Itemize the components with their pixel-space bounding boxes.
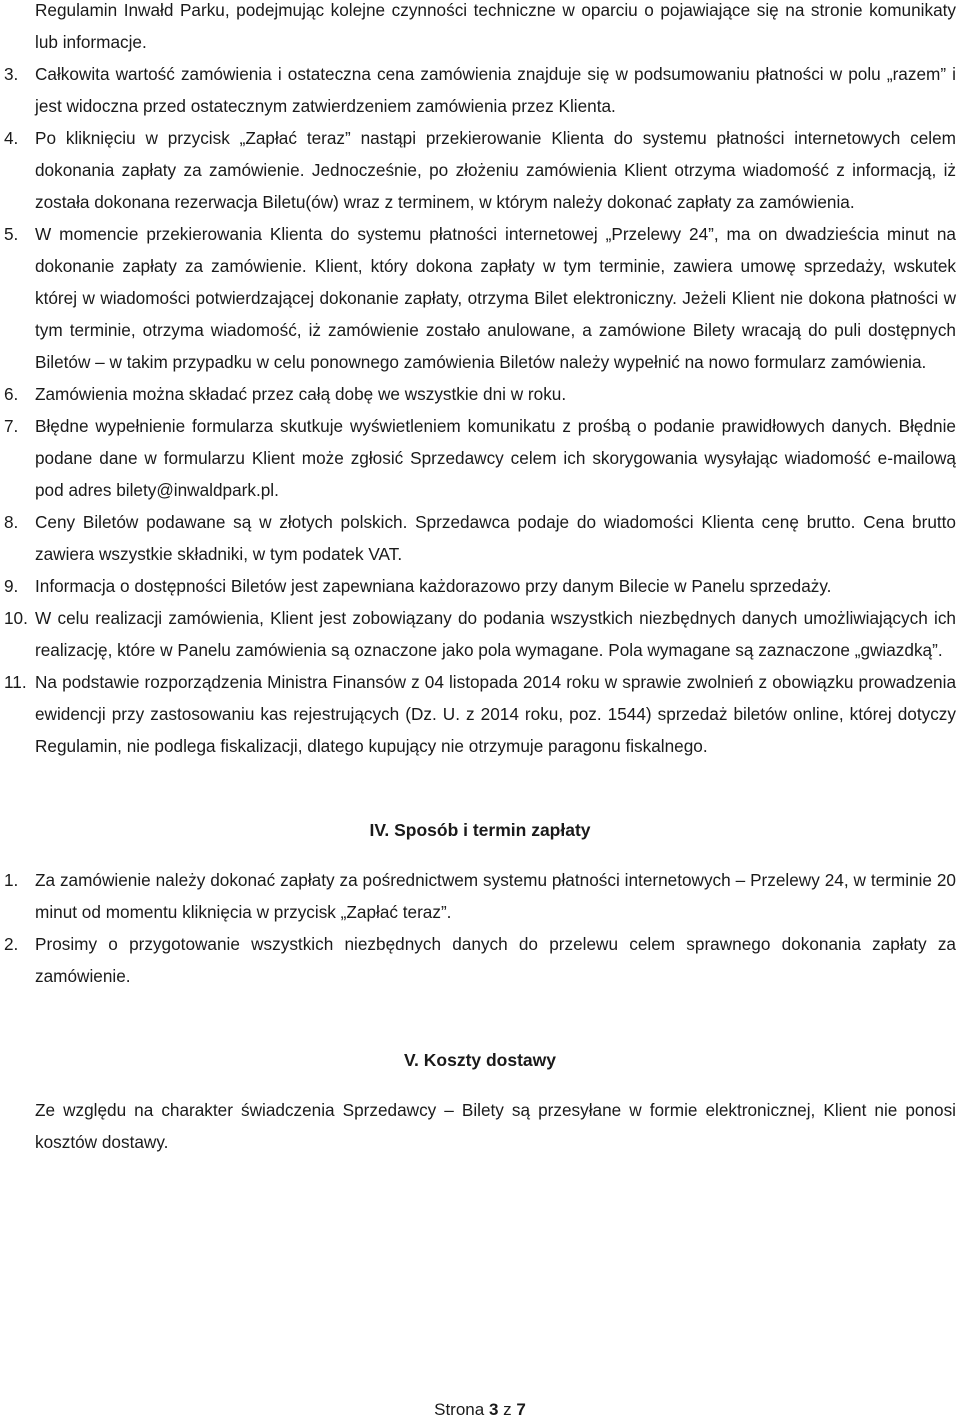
item-text: Po kliknięciu w przycisk „Zapłać teraz” nastąpi przekierowanie Klienta do systemu płatności internetowych celem dokonania zapłaty za zamówienie. Jednocześnie, po złożeniu zamówienia Klient otrzyma wiadomość z informacją, iż została dokonana rezerwacja Biletu(ów) wraz z terminem, w którym należy dokonać zapłaty za zamówienia. [35,128,956,212]
list-item [4,218,956,378]
item-number: 9. [4,576,19,596]
section4-list [4,864,956,992]
item-number: 4. [4,128,19,148]
item-text: Błędne wypełnienie formularza skutkuje wyświetleniem komunikatu z prośbą o podanie prawidłowych danych. Błędnie podane dane w formularzu Klient może zgłosić Sprzedawcy celem ich skorygowania wysyłając wiadomość e-mailową pod adres bilety@inwaldpark.pl. [35,416,956,500]
list-item [4,570,956,602]
item-text: Za zamówienie należy dokonać zapłaty za pośrednictwem systemu płatności internetowych – Przelewy 24, w terminie 20 minut od momentu kliknięcia w przycisk „Zapłać teraz”. [35,870,956,922]
list-item [4,506,956,570]
continuation-text: Regulamin Inwałd Parku, podejmując kolejne czynności techniczne w oparciu o pojawiające się na stronie komunikaty lub informacje. [35,0,956,52]
item-number: 5. [4,224,19,244]
item-number: 1. [4,870,19,890]
item-text: Całkowita wartość zamówienia i ostateczna cena zamówienia znajduje się w podsumowaniu płatności w polu „razem” i jest widoczna przed ostatecznym zatwierdzeniem zamówienia przez Klienta. [35,64,956,116]
list-item [4,864,956,928]
list-item [4,928,956,992]
footer-separator: z [503,1400,512,1419]
item-text: Zamówienia można składać przez całą dobę we wszystkie dni w roku. [35,384,567,404]
list-item [4,410,956,506]
item-number: 10. [4,608,28,628]
item-number: 7. [4,416,19,436]
total-page-number: 7 [516,1400,526,1419]
page-footer [0,1398,960,1422]
item-number: 3. [4,64,19,84]
list-item [4,666,956,762]
list-item [4,378,956,410]
section-heading-delivery: V. Koszty dostawy [403,1050,557,1070]
item-number: 11. [4,672,27,692]
item-text: W momencie przekierowania Klienta do systemu płatności internetowej „Przelewy 24”, ma on dwadzieścia minut na dokonanie zapłaty za zamówienie. Klient, który dokona zapłaty w tym terminie, zawiera umowę sprzedaży, wskutek której w wiadomości potwierdzającej dokonanie zapłaty, otrzyma Bilet elektroniczny. Jeżeli Klient nie dokona płatności w tym terminie, otrzyma wiadomość, iż zamówienie zostało anulowane, a zamówione Bilety wracają do puli dostępnych Biletów – w takim przypadku w celu ponownego zamówienia Biletów należy wypełnić na nowo formularz zamówienia. [35,224,956,372]
item-text: W celu realizacji zamówienia, Klient jest zobowiązany do podania wszystkich niezbędnych danych umożliwiających ich realizację, które w Panelu zamówienia są oznaczone jako pola wymagane. Pola wymagane są zaznaczone „gwiazdką”. [35,608,956,660]
footer-prefix: Strona [434,1400,485,1419]
item-text: Informacja o dostępności Biletów jest zapewniana każdorazowo przy danym Bilecie w Panelu sprzedaży. [35,576,832,596]
list-item [4,122,956,218]
item-text: Prosimy o przygotowanie wszystkich niezbędnych danych do przelewu celem sprawnego dokonania zapłaty za zamówienie. [35,934,956,986]
section3-list [4,58,956,762]
section-heading-payment: IV. Sposób i termin zapłaty [369,820,591,840]
list-item [4,58,956,122]
list-item [4,602,956,666]
item-number: 8. [4,512,19,532]
item-text: Ceny Biletów podawane są w złotych polskich. Sprzedawca podaje do wiadomości Klienta cenę brutto. Cena brutto zawiera wszystkie składniki, w tym podatek VAT. [35,512,956,564]
item-text: Na podstawie rozporządzenia Ministra Finansów z 04 listopada 2014 roku w sprawie zwolnień z obowiązku prowadzenia ewidencji przy zastosowaniu kas rejestrujących (Dz. U. z 2014 roku, poz. 1544) sprzedaż biletów online, której dotyczy Regulamin, nie podlega fiskalizacji, dlatego kupujący nie otrzymuje paragonu fiskalnego. [35,672,956,756]
item-number: 2. [4,934,19,954]
delivery-paragraph: Ze względu na charakter świadczenia Sprzedawcy – Bilety są przesyłane w formie elektronicznej, Klient nie ponosi kosztów dostawy. [35,1100,956,1152]
item-number: 6. [4,384,19,404]
current-page-number: 3 [488,1400,499,1419]
